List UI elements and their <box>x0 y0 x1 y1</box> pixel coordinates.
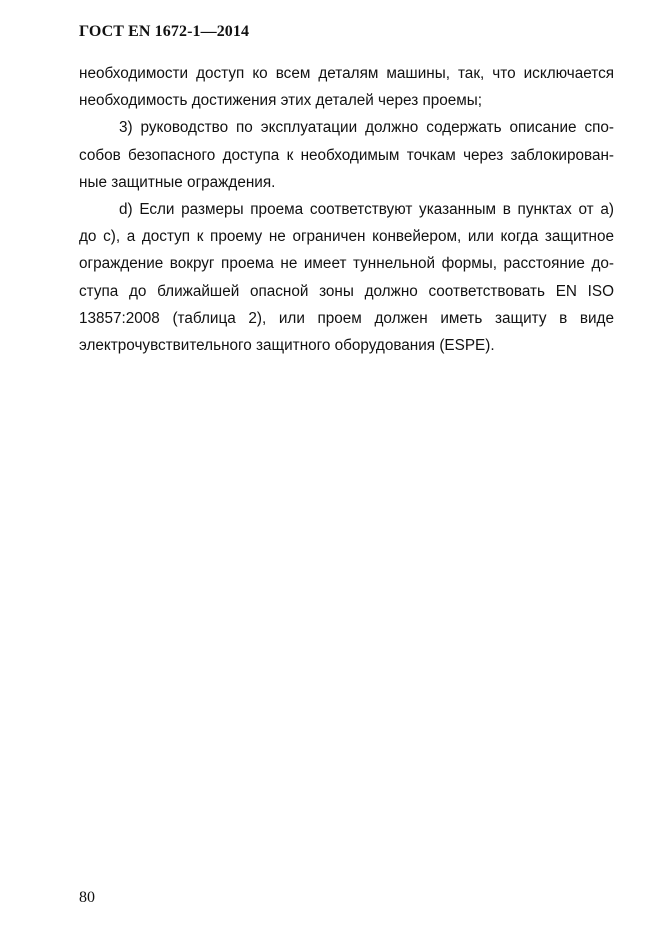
paragraph-item-3 <box>79 114 614 196</box>
paragraph-continuation <box>79 60 614 114</box>
body-text <box>79 60 614 359</box>
text-line: до с), а доступ к проему не ограничен конвейером, или когда защитное <box>79 228 614 246</box>
text-line: 13857:2008 (таблица 2), или проем должен иметь защиту в виде <box>79 309 614 327</box>
text-line: 3) руководство по эксплуатации должно содержать описание спо- <box>119 119 614 137</box>
text-line: необходимости доступ ко всем деталям машины, так, что исключается <box>79 65 614 82</box>
text-line: электрочувствительного защитного оборудования (ESPE). <box>79 337 495 355</box>
text-line: ограждение вокруг проема не имеет туннельной формы, расстояние до- <box>79 255 614 273</box>
document-header: ГОСТ EN 1672-1—2014 <box>79 23 250 40</box>
text-line: ные защитные ограждения. <box>79 173 276 191</box>
text-line: ступа до ближайшей опасной зоны должно соответствовать EN ISO <box>79 282 614 300</box>
text-line: собов безопасного доступа к необходимым точкам через заблокирован- <box>79 146 614 164</box>
paragraph-item-d <box>79 196 614 359</box>
page-number: 80 <box>79 889 95 906</box>
text-line: необходимость достижения этих деталей через проемы; <box>79 92 483 110</box>
text-line: d) Если размеры проема соответствуют указанным в пунктах от а) <box>119 201 614 219</box>
